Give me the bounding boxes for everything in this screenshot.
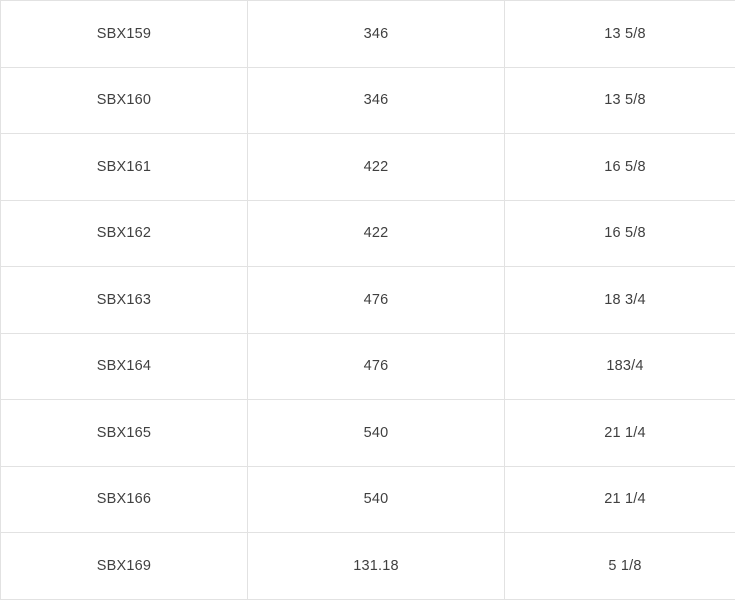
cell-value: 346 <box>248 1 505 68</box>
cell-measure: 21 1/4 <box>505 466 735 533</box>
cell-measure: 16 5/8 <box>505 134 735 201</box>
cell-code: SBX165 <box>1 400 248 467</box>
cell-measure: 13 5/8 <box>505 1 735 68</box>
cell-measure: 18 3/4 <box>505 267 735 334</box>
cell-value: 422 <box>248 200 505 267</box>
table-row <box>1 533 735 600</box>
cell-code: SBX159 <box>1 1 248 68</box>
cell-value: 540 <box>248 466 505 533</box>
cell-value: 476 <box>248 267 505 334</box>
cell-value: 540 <box>248 400 505 467</box>
cell-value: 422 <box>248 134 505 201</box>
cell-measure: 5 1/8 <box>505 533 735 600</box>
cell-code: SBX160 <box>1 67 248 134</box>
cell-value: 476 <box>248 333 505 400</box>
cell-measure: 183/4 <box>505 333 735 400</box>
table-row <box>1 200 735 267</box>
table-row <box>1 267 735 334</box>
table-row <box>1 1 735 68</box>
table-row <box>1 67 735 134</box>
cell-measure: 21 1/4 <box>505 400 735 467</box>
cell-code: SBX161 <box>1 134 248 201</box>
cell-code: SBX164 <box>1 333 248 400</box>
table-body <box>1 1 735 600</box>
cell-code: SBX162 <box>1 200 248 267</box>
table-row <box>1 400 735 467</box>
table-row <box>1 466 735 533</box>
cell-code: SBX166 <box>1 466 248 533</box>
cell-measure: 16 5/8 <box>505 200 735 267</box>
cell-value: 346 <box>248 67 505 134</box>
table-row <box>1 333 735 400</box>
cell-code: SBX163 <box>1 267 248 334</box>
cell-measure: 13 5/8 <box>505 67 735 134</box>
cell-value: 131.18 <box>248 533 505 600</box>
table-row <box>1 134 735 201</box>
cell-code: SBX169 <box>1 533 248 600</box>
